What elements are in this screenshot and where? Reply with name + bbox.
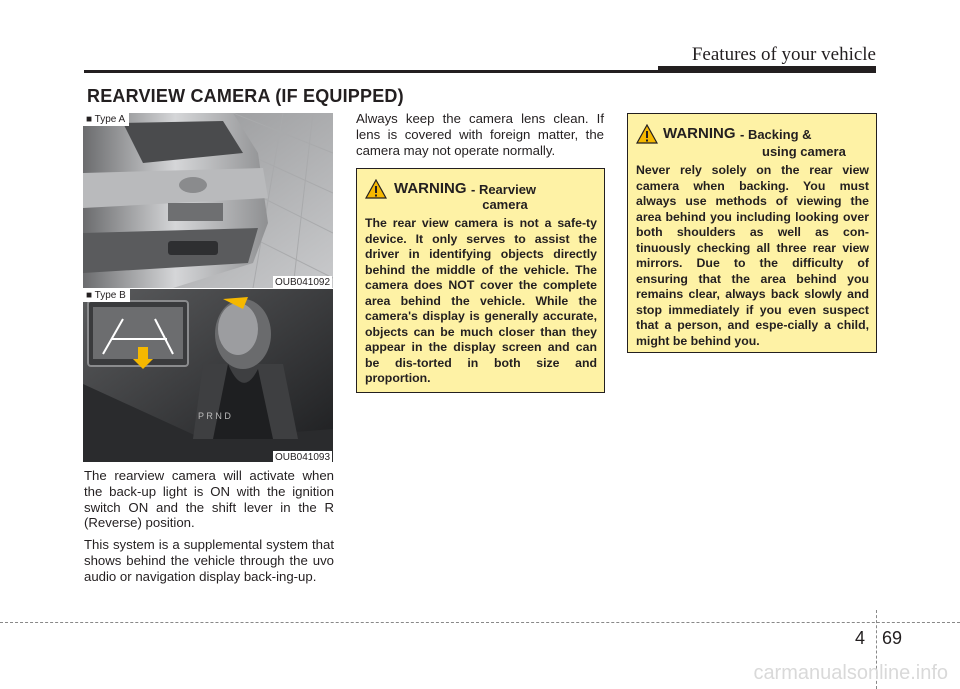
supplemental-paragraph: This system is a supplemental system that shows behind the vehicle through the uvo audio or navigation display back-ing-up.: [84, 537, 334, 584]
middle-column-text: [356, 111, 604, 164]
section-title: REARVIEW CAMERA (IF EQUIPPED): [87, 86, 404, 106]
footer-dashed-rule: [0, 622, 960, 623]
type-a-label: ■ Type A: [83, 113, 129, 126]
warning-subtitle-line1: - Backing &: [740, 127, 812, 142]
warning-triangle-icon: [636, 124, 658, 144]
chapter-number: 4: [855, 628, 866, 648]
warning-rearview-body: The rear view camera is not a safe-ty device. It only serves to assist the driver in identifying objects directly behind the middle of the vehicle. The camera does NOT cover the complete area behind the vehicle. While the camera's display is generally accurate, objects can be much closer than they appear in the display screen and can be dis-torted in both size and proportion.: [365, 216, 597, 385]
type-b-code: OUB041093: [275, 452, 331, 463]
watermark: carmanualsonline.info: [753, 662, 948, 684]
warning-subtitle-line2: using camera: [762, 144, 846, 159]
warning-backing-box: [627, 113, 877, 353]
warning-triangle-icon: [365, 179, 387, 199]
svg-text:P R N D: P R N D: [198, 411, 231, 421]
lens-paragraph: Always keep the camera lens clean. If lens is covered with foreign matter, the camera may not operate normally.: [356, 111, 604, 158]
warning-subtitle-line2: camera: [482, 197, 528, 212]
warning-word: WARNING: [663, 125, 736, 142]
warning-word: WARNING: [394, 180, 467, 197]
warning-backing-body: Never rely solely on the rear view camera when backing. You must always use methods of viewing the area behind you including looking over both shoulders as well as con-tinuously checking all three rear view mirrors. Due to the difficulty of ensuring that the area behind you remains clear, always back slowly and stop immediately if you even suspect that a person, and espe-cially a child, might be behind you.: [636, 163, 869, 348]
activation-paragraph: The rearview camera will activate when the back-up light is ON with the ignition switch ON and the shift lever in the R (Reverse) position.: [84, 468, 334, 531]
type-b-label: ■ Type B: [83, 289, 130, 302]
shift-lever-photo: [83, 289, 333, 462]
type-a-code: OUB041092: [275, 277, 331, 288]
header-tab: [658, 66, 876, 73]
header-title: Features of your vehicle: [691, 44, 876, 65]
warning-rearview-box: [356, 168, 605, 393]
left-column-text: [84, 468, 334, 591]
page-number: 69: [882, 628, 903, 648]
car-rear-photo: [83, 113, 333, 288]
warning-subtitle-line1: - Rearview: [471, 182, 537, 197]
